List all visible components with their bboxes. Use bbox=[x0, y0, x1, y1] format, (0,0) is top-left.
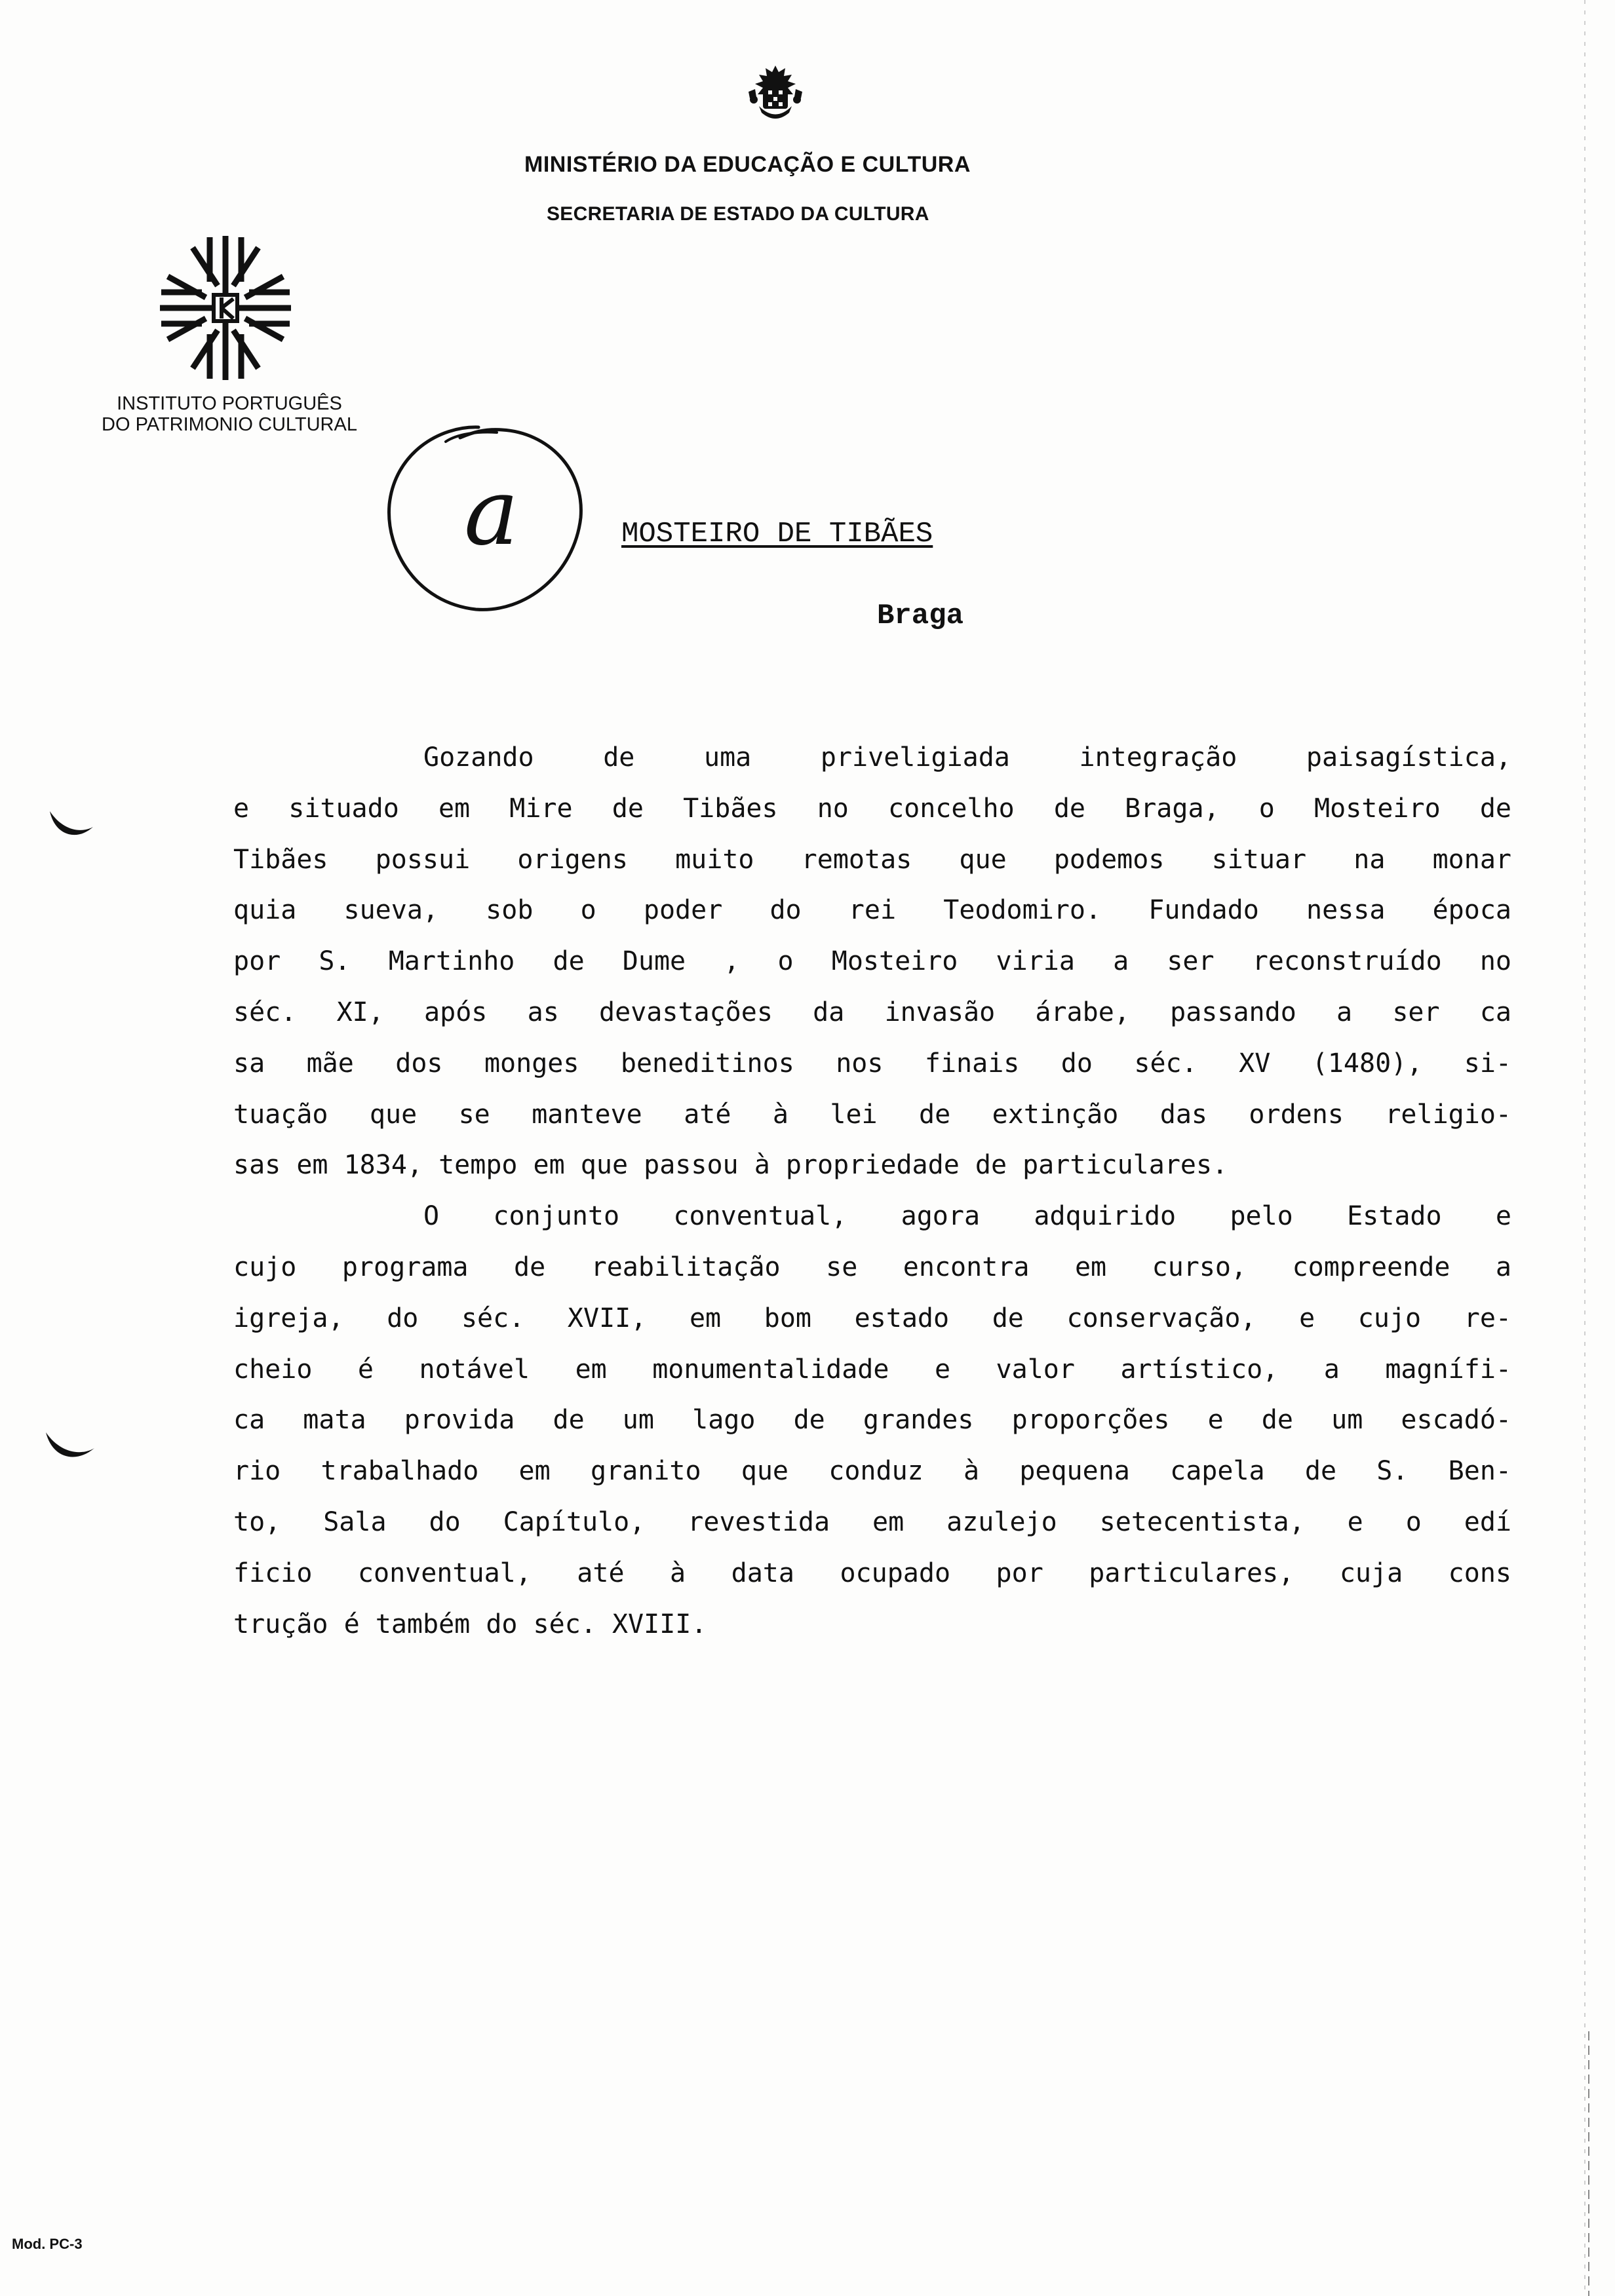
institute-name-line2: DO PATRIMONIO CULTURAL bbox=[102, 414, 357, 435]
handwritten-circled-mark bbox=[380, 413, 590, 622]
form-code: Mod. PC-3 bbox=[12, 2236, 83, 2252]
body-line: quia sueva, sob o poder do rei Teodomiro. Fundado nessa época bbox=[233, 895, 1511, 926]
body-line: to, Sala do Capítulo, revestida em azulejo setecentista, e o edí bbox=[233, 1506, 1511, 1537]
document-body bbox=[233, 733, 1511, 1650]
body-line: cujo programa de reabilitação se encontra em curso, compreende a bbox=[233, 1252, 1511, 1282]
body-line: igreja, do séc. XVII, em bom estado de conservação, e cujo re- bbox=[233, 1303, 1511, 1333]
punch-hole-mark-lower bbox=[46, 1432, 94, 1457]
body-line: ca mata provida de um lago de grandes proporções e de um escadó- bbox=[233, 1405, 1511, 1436]
body-line: e situado em Mire de Tibães no concelho de Braga, o Mosteiro de bbox=[233, 793, 1511, 824]
document-city: Braga bbox=[877, 600, 964, 632]
body-line: sa mãe dos monges beneditinos nos finais do séc. XV (1480), si- bbox=[233, 1048, 1511, 1079]
body-line: Tibães possui origens muito remotas que podemos situar na monar bbox=[233, 844, 1511, 875]
institute-name-line1: INSTITUTO PORTUGUÊS bbox=[117, 393, 342, 414]
coat-of-arms-emblem bbox=[739, 60, 811, 126]
handwritten-letter: a bbox=[464, 459, 519, 566]
body-line: sas em 1834, tempo em que passou à propriedade de particulares. bbox=[233, 1150, 1228, 1181]
body-line: O conjunto conventual, agora adquirido pelo Estado e bbox=[423, 1201, 1511, 1232]
institute-logo bbox=[153, 229, 298, 387]
punch-hole-mark-upper bbox=[50, 811, 93, 835]
body-line: séc. XI, após as devastações da invasão árabe, passando a ser ca bbox=[233, 997, 1511, 1027]
ministry-heading: MINISTÉRIO DA EDUCAÇÃO E CULTURA bbox=[524, 152, 971, 177]
document-title: MOSTEIRO DE TIBÃES bbox=[621, 518, 933, 550]
body-line: por S. Martinho de Dume , o Mosteiro viria a ser reconstruído no bbox=[233, 946, 1511, 977]
institute-name bbox=[85, 393, 374, 435]
body-line: Gozando de uma priveligiada integração paisagística, bbox=[423, 742, 1511, 773]
body-line: trução é também do séc. XVIII. bbox=[233, 1609, 707, 1639]
body-line: ficio conventual, até à data ocupado por particulares, cuja cons bbox=[233, 1558, 1511, 1588]
body-line: rio trabalhado em granito que conduz à pequena capela de S. Ben- bbox=[233, 1456, 1511, 1487]
body-line: tuação que se manteve até à lei de extinção das ordens religio- bbox=[233, 1099, 1511, 1130]
secretariat-heading: SECRETARIA DE ESTADO DA CULTURA bbox=[547, 203, 929, 225]
body-line: cheio é notável em monumentalidade e valor artístico, a magnífi- bbox=[233, 1354, 1511, 1385]
